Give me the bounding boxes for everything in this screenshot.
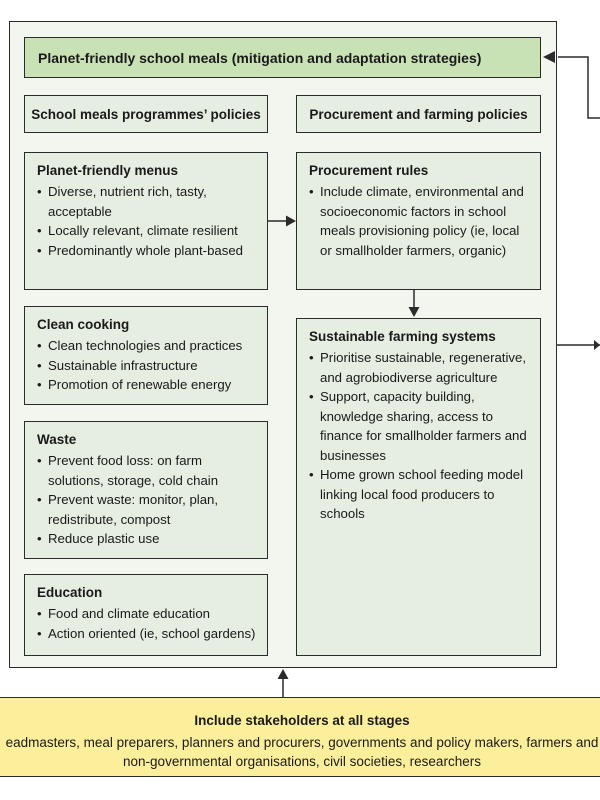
arrowhead-edge (594, 340, 600, 350)
list-item: • Predominantly whole plant-based (37, 241, 257, 261)
list-item: • Prevent waste: monitor, plan, redistribute, compost (37, 490, 257, 529)
list-item: • Home grown school feeding model linking local food producers to schools (309, 465, 530, 524)
list-item: • Promotion of renewable energy (37, 375, 257, 395)
list-item: • Diverse, nutrient rich, tasty, acceptable (37, 182, 257, 221)
card-title: Sustainable farming systems (309, 329, 496, 344)
list-item: • Food and climate education (37, 604, 257, 624)
footer-line: eadmasters, meal preparers, planners and procurers, governments and policy makers, farmers and (5, 735, 599, 750)
arrowhead-up (278, 669, 289, 679)
list-item: • Action oriented (ie, school gardens) (37, 624, 257, 644)
banner-title: Planet-friendly school meals (mitigation and adaptation strategies) (24, 37, 541, 78)
card-title: Procurement rules (309, 163, 429, 178)
arrowhead-right (286, 216, 296, 227)
list-item: • Clean technologies and practices (37, 336, 257, 356)
list-item: • Prevent food loss: on farm solutions, storage, cold chain (37, 451, 257, 490)
arrowhead-left (543, 51, 555, 63)
arrowhead-down (409, 307, 420, 317)
right-section-header: Procurement and farming policies (296, 95, 541, 133)
list-item: • Include climate, environmental and socioeconomic factors in school meals provisioning policy (ie, local or smallholder farmers, organic) (309, 182, 530, 260)
list-item: • Reduce plastic use (37, 529, 257, 549)
footer-line: non-governmental organisations, civil societies, researchers (123, 754, 481, 769)
list-item: • Support, capacity building, knowledge sharing, access to finance for smallholder farmers and businesses (309, 387, 530, 465)
feedback-loop-line (558, 57, 600, 118)
list-item: • Locally relevant, climate resilient (37, 221, 257, 241)
card-title: Clean cooking (37, 317, 130, 332)
card-title: Waste (37, 432, 77, 447)
footer-title: Include stakeholders at all stages (194, 713, 410, 728)
list-item: • Sustainable infrastructure (37, 356, 257, 376)
card-title: Planet-friendly menus (37, 163, 179, 178)
left-section-header: School meals programmes’ policies (24, 95, 268, 133)
card-title: Education (37, 585, 103, 600)
stakeholders-footer (0, 697, 600, 777)
list-item: • Prioritise sustainable, regenerative, and agrobiodiverse agriculture (309, 348, 530, 387)
